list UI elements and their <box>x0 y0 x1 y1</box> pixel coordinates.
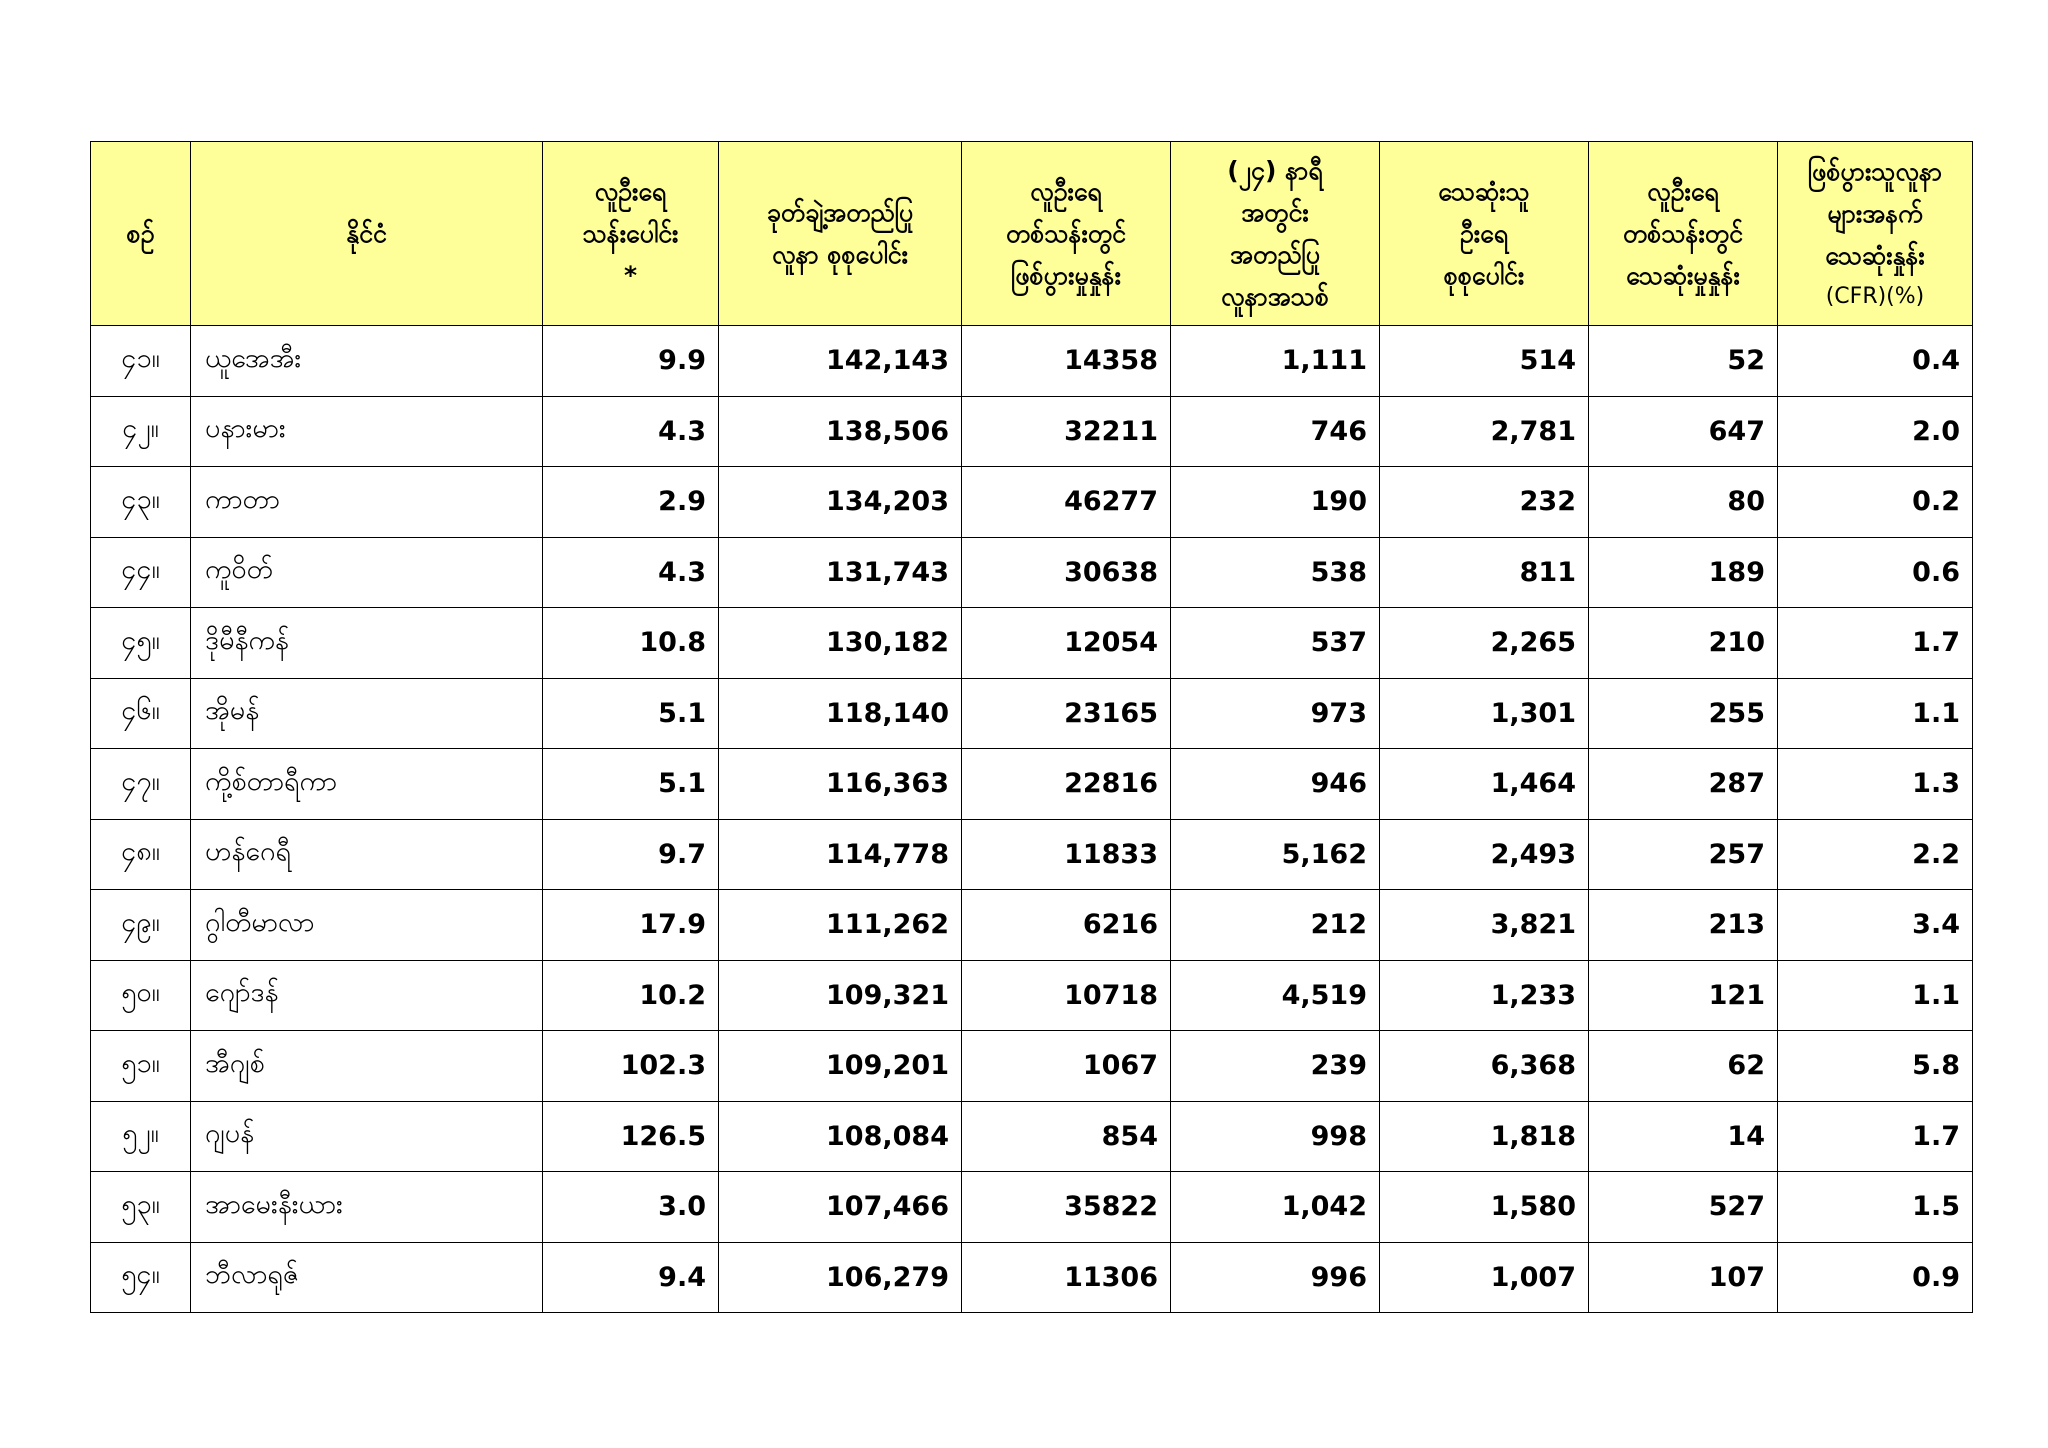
table-row <box>91 326 1973 397</box>
header-new-cases-24h: (၂၄) နာရီ အတွင်း အတည်ပြု လူနာအသစ် <box>1171 142 1380 326</box>
cell-deaths-per-million: 213 <box>1589 890 1778 961</box>
header-row <box>91 142 1973 326</box>
cell-new-cases-24h: 746 <box>1171 396 1380 467</box>
cell-deaths-per-million: 257 <box>1589 819 1778 890</box>
cell-cases-per-million: 1067 <box>962 1031 1171 1102</box>
table-row <box>91 749 1973 820</box>
cell-new-cases-24h: 537 <box>1171 608 1380 679</box>
cell-total-deaths: 1,301 <box>1380 678 1589 749</box>
cell-total-deaths: 1,464 <box>1380 749 1589 820</box>
cell-country: ဒိုမီနီကန် <box>191 608 543 679</box>
cell-deaths-per-million: 210 <box>1589 608 1778 679</box>
cell-deaths-per-million: 107 <box>1589 1242 1778 1313</box>
header-deaths-per-million: လူဦးရေ တစ်သန်းတွင် သေဆုံးမှုနှုန်း <box>1589 142 1778 326</box>
header-cases-per-million: လူဦးရေ တစ်သန်းတွင် ဖြစ်ပွားမှုနှုန်း <box>962 142 1171 326</box>
cell-new-cases-24h: 5,162 <box>1171 819 1380 890</box>
table-row <box>91 1242 1973 1313</box>
cell-cases-per-million: 14358 <box>962 326 1171 397</box>
cell-total-cases: 114,778 <box>719 819 962 890</box>
cell-total-deaths: 2,493 <box>1380 819 1589 890</box>
cell-new-cases-24h: 1,042 <box>1171 1172 1380 1243</box>
cell-country: ပနားမား <box>191 396 543 467</box>
cell-total-deaths: 1,007 <box>1380 1242 1589 1313</box>
cell-total-cases: 118,140 <box>719 678 962 749</box>
cell-total-cases: 116,363 <box>719 749 962 820</box>
cell-cfr: 1.3 <box>1778 749 1973 820</box>
cell-new-cases-24h: 239 <box>1171 1031 1380 1102</box>
cell-cfr: 3.4 <box>1778 890 1973 961</box>
cell-total-deaths: 3,821 <box>1380 890 1589 961</box>
cell-population: 9.4 <box>543 1242 719 1313</box>
header-total-deaths: သေဆုံးသူ ဦးရေ စုစုပေါင်း <box>1380 142 1589 326</box>
cell-deaths-per-million: 189 <box>1589 537 1778 608</box>
cell-country: အီဂျစ် <box>191 1031 543 1102</box>
cell-population: 5.1 <box>543 678 719 749</box>
cell-new-cases-24h: 998 <box>1171 1101 1380 1172</box>
cell-new-cases-24h: 996 <box>1171 1242 1380 1313</box>
cell-cases-per-million: 46277 <box>962 467 1171 538</box>
cell-population: 10.2 <box>543 960 719 1031</box>
cell-serial: ၄၅။ <box>91 608 191 679</box>
cell-deaths-per-million: 255 <box>1589 678 1778 749</box>
cell-new-cases-24h: 538 <box>1171 537 1380 608</box>
cell-total-cases: 107,466 <box>719 1172 962 1243</box>
table-row <box>91 396 1973 467</box>
table-row <box>91 819 1973 890</box>
cell-cfr: 0.2 <box>1778 467 1973 538</box>
cell-country: ကို့စ်တာရီကာ <box>191 749 543 820</box>
cell-total-cases: 131,743 <box>719 537 962 608</box>
cell-serial: ၄၃။ <box>91 467 191 538</box>
cell-cfr: 0.9 <box>1778 1242 1973 1313</box>
cell-cases-per-million: 11833 <box>962 819 1171 890</box>
cell-total-cases: 138,506 <box>719 396 962 467</box>
cell-country: ဂျပန် <box>191 1101 543 1172</box>
header-country: နိုင်ငံ <box>191 142 543 326</box>
cell-total-cases: 108,084 <box>719 1101 962 1172</box>
cell-cfr: 5.8 <box>1778 1031 1973 1102</box>
cell-population: 3.0 <box>543 1172 719 1243</box>
cell-cfr: 1.1 <box>1778 678 1973 749</box>
cell-serial: ၅၂။ <box>91 1101 191 1172</box>
cell-population: 10.8 <box>543 608 719 679</box>
cell-population: 4.3 <box>543 396 719 467</box>
data-table <box>90 141 1973 1313</box>
cell-cases-per-million: 32211 <box>962 396 1171 467</box>
cell-new-cases-24h: 190 <box>1171 467 1380 538</box>
cell-new-cases-24h: 212 <box>1171 890 1380 961</box>
cell-cfr: 1.7 <box>1778 1101 1973 1172</box>
cell-total-deaths: 2,781 <box>1380 396 1589 467</box>
cell-country: ယူအေအီး <box>191 326 543 397</box>
header-cfr: ဖြစ်ပွားသူလူနာ များအနက် သေဆုံးနှုန်း (CFR)(%) <box>1778 142 1973 326</box>
cell-country: ကာတာ <box>191 467 543 538</box>
table-row <box>91 1101 1973 1172</box>
cell-serial: ၄၉။ <box>91 890 191 961</box>
cell-cfr: 0.6 <box>1778 537 1973 608</box>
table-row <box>91 608 1973 679</box>
cell-serial: ၄၄။ <box>91 537 191 608</box>
cell-cases-per-million: 6216 <box>962 890 1171 961</box>
cell-cfr: 1.1 <box>1778 960 1973 1031</box>
cell-cases-per-million: 23165 <box>962 678 1171 749</box>
cell-serial: ၅၀။ <box>91 960 191 1031</box>
cell-country: ဂွါတီမာလာ <box>191 890 543 961</box>
cell-serial: ၄၂။ <box>91 396 191 467</box>
cell-deaths-per-million: 647 <box>1589 396 1778 467</box>
table-row <box>91 1172 1973 1243</box>
cell-cases-per-million: 854 <box>962 1101 1171 1172</box>
cell-deaths-per-million: 62 <box>1589 1031 1778 1102</box>
cell-total-deaths: 6,368 <box>1380 1031 1589 1102</box>
cell-total-deaths: 2,265 <box>1380 608 1589 679</box>
cell-population: 126.5 <box>543 1101 719 1172</box>
cell-total-cases: 109,201 <box>719 1031 962 1102</box>
cell-new-cases-24h: 4,519 <box>1171 960 1380 1031</box>
cell-serial: ၅၁။ <box>91 1031 191 1102</box>
cell-deaths-per-million: 287 <box>1589 749 1778 820</box>
cell-total-cases: 134,203 <box>719 467 962 538</box>
table-row <box>91 467 1973 538</box>
cell-cfr: 2.0 <box>1778 396 1973 467</box>
cell-new-cases-24h: 1,111 <box>1171 326 1380 397</box>
cell-deaths-per-million: 52 <box>1589 326 1778 397</box>
cell-population: 17.9 <box>543 890 719 961</box>
cell-total-deaths: 811 <box>1380 537 1589 608</box>
header-cfr-unit: (CFR)(%) <box>1825 283 1925 309</box>
cell-cfr: 1.7 <box>1778 608 1973 679</box>
cell-serial: ၄၈။ <box>91 819 191 890</box>
cell-total-cases: 130,182 <box>719 608 962 679</box>
cell-total-cases: 109,321 <box>719 960 962 1031</box>
cell-total-deaths: 1,233 <box>1380 960 1589 1031</box>
cell-total-cases: 142,143 <box>719 326 962 397</box>
cell-total-deaths: 232 <box>1380 467 1589 538</box>
cell-total-deaths: 514 <box>1380 326 1589 397</box>
cell-serial: ၅၃။ <box>91 1172 191 1243</box>
header-total-cases: ခုတ်ချဲ့အတည်ပြု လူနာ စုစုပေါင်း <box>719 142 962 326</box>
table-row <box>91 678 1973 749</box>
cell-deaths-per-million: 527 <box>1589 1172 1778 1243</box>
table-row <box>91 960 1973 1031</box>
cell-total-cases: 106,279 <box>719 1242 962 1313</box>
table-body <box>91 326 1973 1313</box>
cell-cfr: 0.4 <box>1778 326 1973 397</box>
table-row <box>91 1031 1973 1102</box>
cell-population: 102.3 <box>543 1031 719 1102</box>
cell-country: ကူဝိတ် <box>191 537 543 608</box>
cell-country: ဘီလာရုဇ် <box>191 1242 543 1313</box>
cell-total-deaths: 1,580 <box>1380 1172 1589 1243</box>
cell-cfr: 2.2 <box>1778 819 1973 890</box>
cell-population: 4.3 <box>543 537 719 608</box>
cell-cfr: 1.5 <box>1778 1172 1973 1243</box>
cell-cases-per-million: 10718 <box>962 960 1171 1031</box>
cell-country: အာမေးနီးယား <box>191 1172 543 1243</box>
cell-population: 9.9 <box>543 326 719 397</box>
cell-cases-per-million: 12054 <box>962 608 1171 679</box>
cell-population: 2.9 <box>543 467 719 538</box>
cell-population: 9.7 <box>543 819 719 890</box>
cell-serial: ၄၇။ <box>91 749 191 820</box>
cell-cases-per-million: 11306 <box>962 1242 1171 1313</box>
cell-country: ဂျော်ဒန် <box>191 960 543 1031</box>
cell-new-cases-24h: 973 <box>1171 678 1380 749</box>
cell-serial: ၅၄။ <box>91 1242 191 1313</box>
cell-cases-per-million: 22816 <box>962 749 1171 820</box>
cell-deaths-per-million: 14 <box>1589 1101 1778 1172</box>
cell-cases-per-million: 35822 <box>962 1172 1171 1243</box>
table-row <box>91 537 1973 608</box>
cell-deaths-per-million: 121 <box>1589 960 1778 1031</box>
cell-country: ဟန်ဂေရီ <box>191 819 543 890</box>
cell-deaths-per-million: 80 <box>1589 467 1778 538</box>
table-row <box>91 890 1973 961</box>
cell-serial: ၄၁။ <box>91 326 191 397</box>
cell-new-cases-24h: 946 <box>1171 749 1380 820</box>
cell-total-deaths: 1,818 <box>1380 1101 1589 1172</box>
header-serial: စဉ် <box>91 142 191 326</box>
cell-country: အိုမန် <box>191 678 543 749</box>
cell-serial: ၄၆။ <box>91 678 191 749</box>
cell-total-cases: 111,262 <box>719 890 962 961</box>
header-population: လူဦးရေ သန်းပေါင်း * <box>543 142 719 326</box>
cell-cases-per-million: 30638 <box>962 537 1171 608</box>
cell-population: 5.1 <box>543 749 719 820</box>
